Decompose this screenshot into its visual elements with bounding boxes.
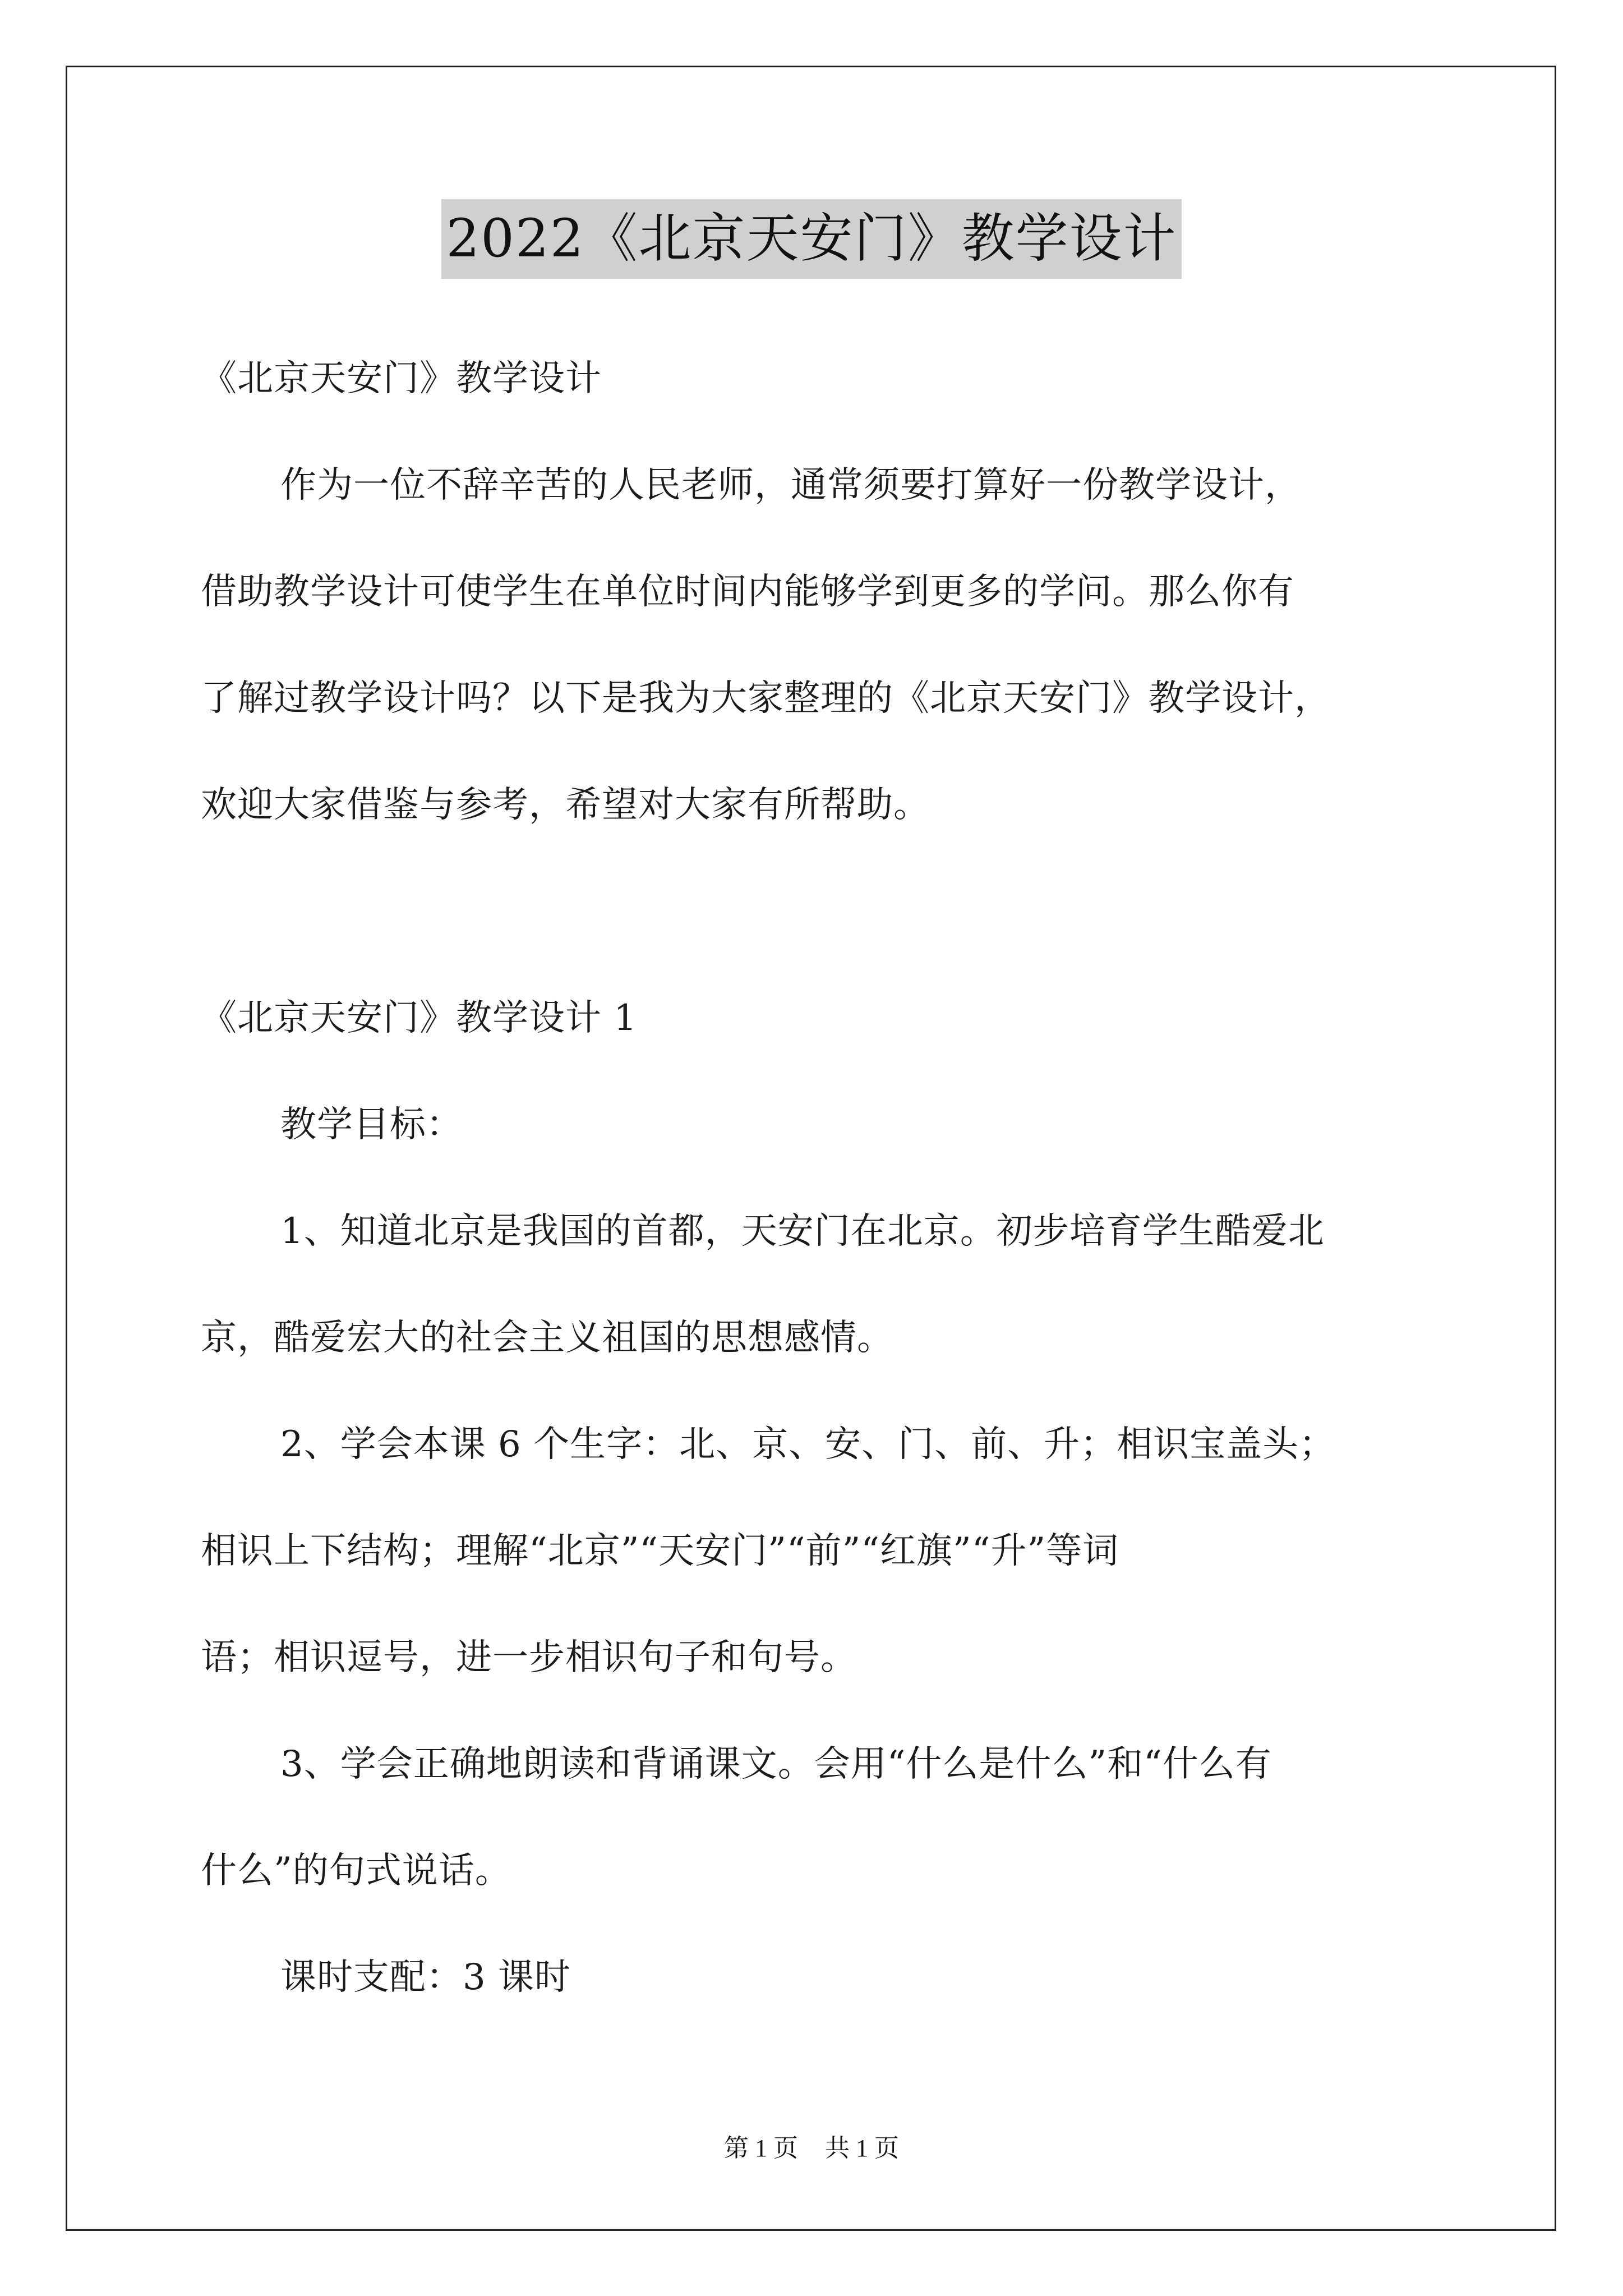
page-total: 共 1 页 <box>825 2134 899 2162</box>
document-title: 2022《北京天安门》教学设计 <box>441 199 1181 279</box>
intro-line: 作为一位不辞辛苦的人民老师，通常须要打算好一份教学设计， <box>280 464 1301 506</box>
goal-1-line: 1、知道北京是我国的首都，天安门在北京。初步培育学生酷爱北 <box>280 1211 1325 1252</box>
goal-3-line: 3、学会正确地朗读和背诵课文。会用“什么是什么”和“什么有 <box>280 1743 1272 1785</box>
title-wrap <box>0 199 1623 279</box>
page-number: 第 1 页 <box>724 2134 798 2162</box>
subtitle: 《北京天安门》教学设计 <box>201 358 602 399</box>
intro-line: 借助教学设计可使学生在单位时间内能够学到更多的学问。那么你有 <box>201 571 1294 613</box>
goal-2-line: 相识上下结构；理解“北京”“天安门”“前”“红旗”“升”等词 <box>201 1530 1119 1572</box>
page-footer <box>0 2132 1623 2165</box>
goal-2-line: 语；相识逗号，进一步相识句子和句号。 <box>201 1637 857 1678</box>
section-title: 《北京天安门》教学设计 1 <box>201 997 638 1039</box>
intro-line: 了解过教学设计吗？以下是我为大家整理的《北京天安门》教学设计， <box>201 678 1331 719</box>
goal-1-line: 京，酷爱宏大的社会主义祖国的思想感情。 <box>201 1317 893 1359</box>
schedule-line: 课时支配：3 课时 <box>280 1957 571 1998</box>
goal-2-line: 2、学会本课 6 个生字：北、京、安、门、前、升；相识宝盖头； <box>280 1424 1336 1465</box>
goals-label: 教学目标： <box>280 1104 463 1145</box>
goal-3-line: 什么”的句式说话。 <box>201 1850 511 1892</box>
intro-line: 欢迎大家借鉴与参考，希望对大家有所帮助。 <box>201 784 930 826</box>
